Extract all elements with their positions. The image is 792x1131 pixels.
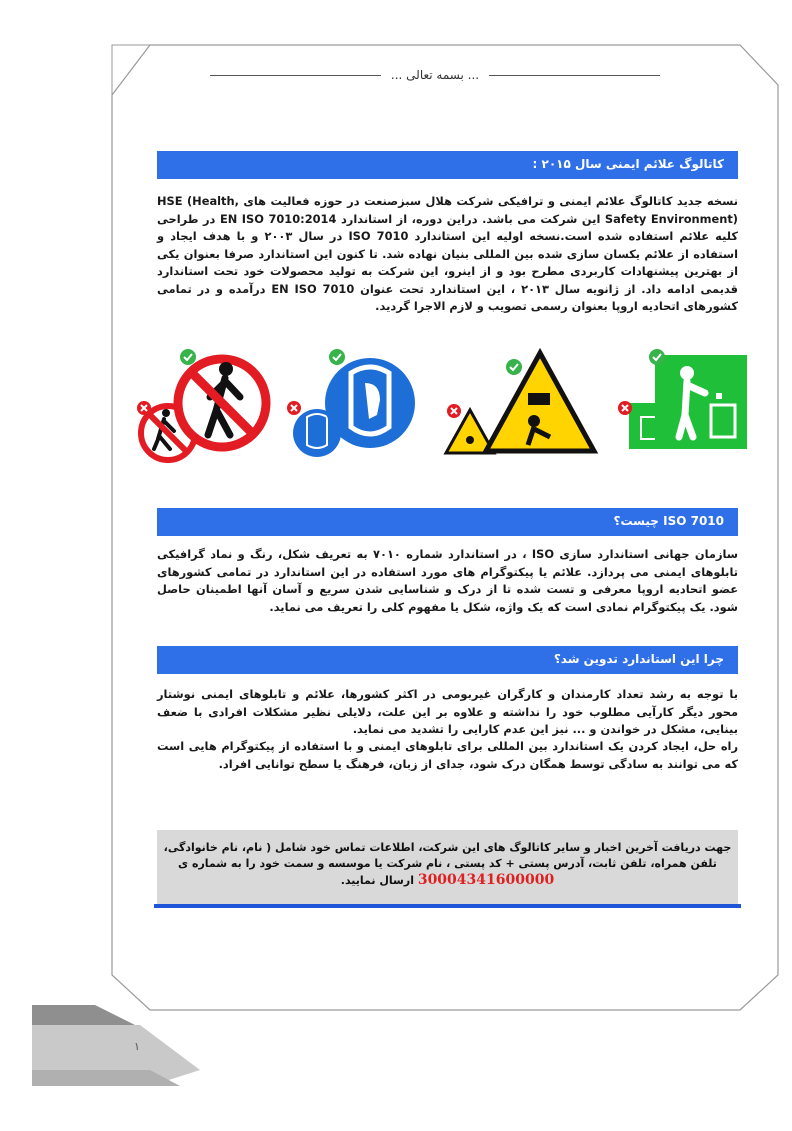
- section-3-title: چرا این استاندارد تدوین شد؟: [157, 646, 738, 674]
- notice-line-1: جهت دریافت آخرین اخبار و سایر کاتالوگ های این شرکت، اطلاعات تماس خود شامل ( نام، نام خانوادگی،: [163, 841, 732, 854]
- approved-check-icon: [649, 349, 665, 365]
- rejected-x-icon: [137, 401, 151, 415]
- waste-bin-sign: [615, 345, 755, 470]
- notice-line-2: تلفن همراه، تلفن ثابت، آدرس پستی + کد پستی ، نام شرکت یا موسسه و سمت خود را به شماره ی: [178, 857, 717, 870]
- no-pedestrian-sign: [130, 345, 280, 470]
- approved-check-icon: [180, 349, 196, 365]
- overhead-hazard-sign: [442, 345, 602, 470]
- rejected-x-icon: [618, 401, 632, 415]
- section-1-title: کاتالوگ علائم ایمنی سال ۲۰۱۵ :: [157, 151, 738, 179]
- rejected-x-icon: [447, 404, 461, 418]
- face-protection-sign: [285, 345, 415, 470]
- header-text: ... بسمه تعالی ...: [390, 68, 480, 82]
- approved-check-icon: [329, 349, 345, 365]
- notice-line-3: [157, 872, 738, 889]
- section-2-title: ISO 7010 چیست؟: [157, 508, 738, 536]
- notice-underline: [154, 904, 741, 908]
- section-3-body-2: راه حل، ایجاد کردن یک استاندارد بین المللی برای تابلوهای ایمنی و با استفاده از پیکتوگرام هایی است که می توانند به سادگی توسط همگان درک شود، جدای از زبان، فرهنگ یا سطح توانایی افراد.: [157, 739, 738, 771]
- sms-number: 30004341600000: [417, 872, 555, 888]
- safety-signs-row: [120, 345, 760, 475]
- page-number: ۱: [134, 1040, 140, 1053]
- section-2-body: سازمان جهانی استاندارد سازی ISO ، در استاندارد شماره ۷۰۱۰ به تعریف شکل، رنگ و نماد گرافیکی تابلوهای ایمنی می پردازد. علائم یا پیکتوگرام های مورد استفاده در این استاندارد در تمامی کشورهای عضو اتحادیه اروپا معرفی و تست شده تا از درک و شناسایی شدن سریع و آسان آنها اطمینان حاصل شود. یک پیکتوگرام نمادی است که یک واژه، شکل یا مفهوم کلی را تعریف می نماید.: [157, 547, 738, 614]
- approved-check-icon: [506, 359, 522, 375]
- contact-notice: [157, 830, 738, 908]
- notice-line-3-suffix: ارسال نمایید.: [340, 874, 414, 887]
- page-header: [210, 64, 660, 86]
- section-1-body: نسخه جدید کاتالوگ علائم ایمنی و ترافیکی شرکت هلال سبزصنعت در حوزه فعالیت های HSE (Health, Safety Environment) این شرکت می باشد. دراین دوره، از استاندارد EN ISO 7010:2014 در طراحی کلیه علائم استفاده شده است.نسخه اولیه این استاندارد ISO 7010 در سال ۲۰۰۳ و با هدف ایجاد و استفاده از علائم یکسان سازی شده بین المللی بنیان نهاده شد. تا کنون این استاندارد صرفا بعنوان یکی از بهترین پیشنهادات کاربردی مطرح بود و از اینرو، این شرکت به تولید محصولات خود تحت استاندارد قدیمی ادامه داد. از ژانویه سال ۲۰۱۳ ، این استاندارد تحت عنوان EN ISO 7010 درآمده و در تمامی کشورهای اتحادیه اروپا بعنوان رسمی تصویب و لازم الاجرا گردید.: [157, 194, 739, 313]
- section-3-body-1: با توجه به رشد تعداد کارمندان و کارگران غیربومی در اکثر کشورها، علائم و تابلوهای ایمنی نوشتار محور دیگر کارآیی مطلوب خود را نداشته و علاوه بر این علت، دلایلی نظیر مشکلات افرادی با ضعف بینایی، مشکل در خواندن و ... نیز این عدم کارایی را تشدید می نماید.: [157, 687, 738, 736]
- rejected-x-icon: [287, 401, 301, 415]
